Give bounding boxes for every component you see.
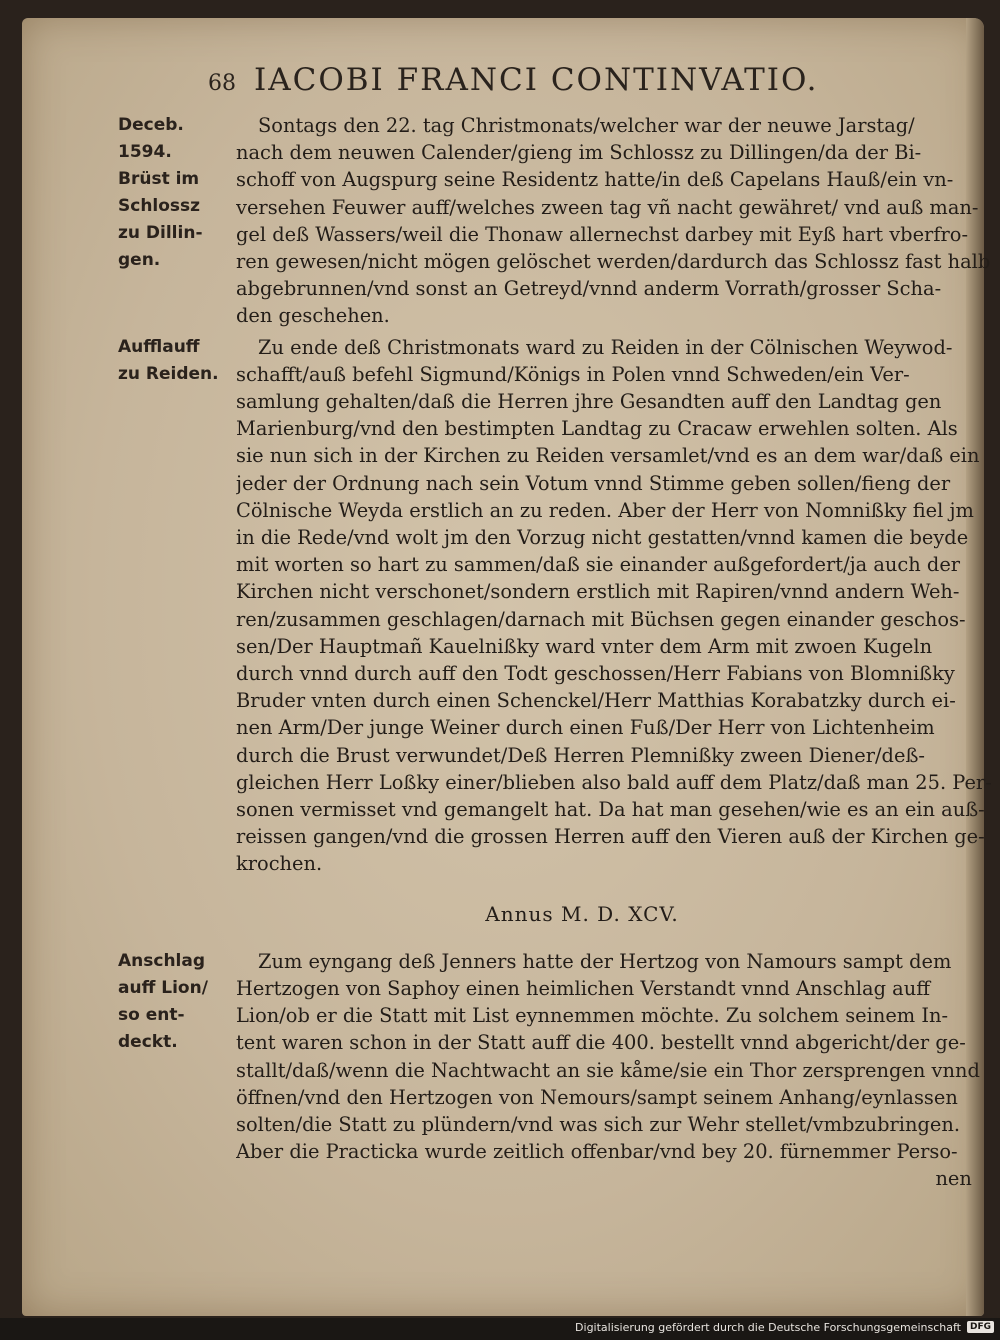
margin-line: Schlossz — [118, 196, 201, 216]
margin-line: gen. — [118, 250, 161, 270]
text-line: mit worten so hart zu sammen/daß sie einander außgefordert/ja auch der — [236, 553, 961, 577]
text-line: abgebrunnen/vnd sonst an Getreyd/vnnd anderm Vorrath/grosser Scha- — [236, 277, 942, 301]
text-line: sie nun sich in der Kirchen zu Reiden versamlet/vnd es an dem war/daß ein — [236, 444, 980, 468]
running-header — [208, 62, 848, 98]
text-line: sen/Der Hauptmañ Kauelnißky ward vnter dem Arm mit zwoen Kugeln — [236, 634, 933, 658]
catchword: nen — [935, 1167, 972, 1191]
page-content — [118, 112, 992, 1193]
text-line: gel deß Wassers/weil die Thonaw allernechst darbey mit Eyß hart vberfro- — [236, 222, 968, 246]
text-line: krochen. — [236, 852, 323, 876]
marginal-note — [118, 334, 236, 878]
text-line: Sontags den 22. tag Christmonats/welcher war der neuwe Jarstag/ — [258, 114, 915, 137]
text-line: reissen gangen/vnd die grossen Herren auff den Vieren auß der Kirchen ge- — [236, 825, 985, 849]
text-line: schoff von Augspurg seine Residentz hatte/in deß Capelans Hauß/ein vn- — [236, 168, 954, 192]
margin-line: zu Dillin- — [118, 223, 203, 243]
text-line: versehen Feuwer auff/welches zween tag vñ nacht gewähret/ vnd auß man- — [236, 195, 979, 219]
margin-line: auff Lion/ — [118, 977, 208, 998]
margin-line: Anschlag — [118, 950, 206, 971]
text-line: nen Arm/Der junge Weiner durch einen Fuß/Der Herr von Lichtenheim — [236, 716, 935, 740]
text-line: den geschehen. — [236, 304, 390, 328]
text-line: ren gewesen/nicht mögen gelöschet werden/dardurch das Schlossz fast halb — [236, 250, 991, 274]
text-line: nach dem neuwen Calender/gieng im Schlossz zu Dillingen/da der Bi- — [236, 141, 922, 165]
text-line: schafft/auß befehl Sigmund/Königs in Polen vnnd Schweden/ein Ver- — [236, 362, 910, 386]
text-line: Zum eyngang deß Jenners hatte der Hertzog von Namours sampt dem — [258, 949, 952, 973]
footer-text: Digitalisierung gefördert durch die Deutsche Forschungsgemeinschaft — [575, 1320, 961, 1334]
section-fire-dillingen — [118, 112, 991, 330]
text-line: Zu ende deß Christmonats ward zu Reiden in der Cölnischen Weywod- — [258, 335, 953, 359]
text-line: sonen vermisset vnd gemangelt hat. Da hat man gesehen/wie es an ein auß- — [236, 798, 985, 822]
text-line: durch die Brust verwundet/Deß Herren Plemnißky zween Diener/deß- — [236, 743, 925, 767]
margin-line: so ent- — [118, 1004, 185, 1025]
text-line: jeder der Ordnung nach sein Votum vnnd Stimme geben sollen/fieng der — [236, 471, 951, 495]
text-line: solten/die Statt zu plündern/vnd was sich zur Wehr stellet/vmbzubringen. — [236, 1112, 961, 1136]
text-line: Lion/ob er die Statt mit List eynnemmen möchte. Zu solchem seinem In- — [236, 1004, 949, 1028]
text-line: samlung gehalten/daß die Herren jhre Gesandten auff den Landtag gen — [236, 390, 942, 414]
paragraph — [236, 334, 992, 878]
text-line: Hertzogen von Saphoy einen heimlichen Verstandt vnnd Anschlag auff — [236, 976, 931, 1000]
marginal-note — [118, 112, 236, 330]
digitization-footer — [575, 1318, 994, 1336]
text-line: Marienburg/vnd den bestimpten Landtag zu Cracaw erwehlen solten. Als — [236, 417, 958, 441]
year-heading: Annus M. D. XCV. — [485, 901, 679, 926]
margin-line: deckt. — [118, 1031, 178, 1052]
margin-line: zu Reiden. — [118, 363, 219, 384]
dfg-logo: DFG — [967, 1321, 994, 1333]
text-line: Aber die Practicka wurde zeitlich offenbar/vnd bey 20. fürnemmer Perso- — [236, 1140, 958, 1164]
marginal-note — [118, 948, 236, 1193]
margin-line: Deceb. — [118, 115, 184, 135]
text-line: stallt/daß/wenn die Nachtwacht an sie kåme/sie ein Thor zersprengen vnnd — [236, 1058, 980, 1082]
margin-line: Brüst im — [118, 169, 200, 189]
margin-line: Aufflauff — [118, 336, 200, 357]
text-line: ren/zusammen geschlagen/darnach mit Büchsen gegen einander geschos- — [236, 607, 966, 631]
paragraph — [236, 948, 980, 1193]
running-title: IACOBI FRANCI CONTINVATIO. — [254, 62, 819, 98]
text-line: in die Rede/vnd wolt jm den Vorzug nicht gestatten/vnnd kamen die beyde — [236, 526, 969, 550]
text-line: Bruder vnten durch einen Schenckel/Herr Matthias Korabatzky durch ei- — [236, 689, 956, 713]
text-line: öffnen/vnd den Hertzogen von Nemours/sampt seinem Anhang/eynlassen — [236, 1085, 958, 1109]
text-line: gleichen Herr Loßky einer/blieben also bald auff dem Platz/daß man 25. Per- — [236, 770, 992, 794]
text-line: Kirchen nicht verschonet/sondern erstlich mit Rapiren/vnnd andern Weh- — [236, 580, 960, 604]
page-number: 68 — [208, 71, 236, 96]
text-line: tent waren schon in der Statt auff die 400. bestellt vnnd abgericht/der ge- — [236, 1031, 966, 1055]
margin-line: 1594. — [118, 142, 172, 162]
text-line: durch vnnd durch auff den Todt geschossen/Herr Fabians von Blomnißky — [236, 662, 955, 686]
paragraph — [236, 112, 990, 330]
section-reiden — [118, 334, 992, 878]
text-line: Cölnische Weyda erstlich an zu reden. Aber der Herr von Nomnißky fiel jm — [236, 498, 974, 522]
section-lion — [118, 948, 980, 1193]
